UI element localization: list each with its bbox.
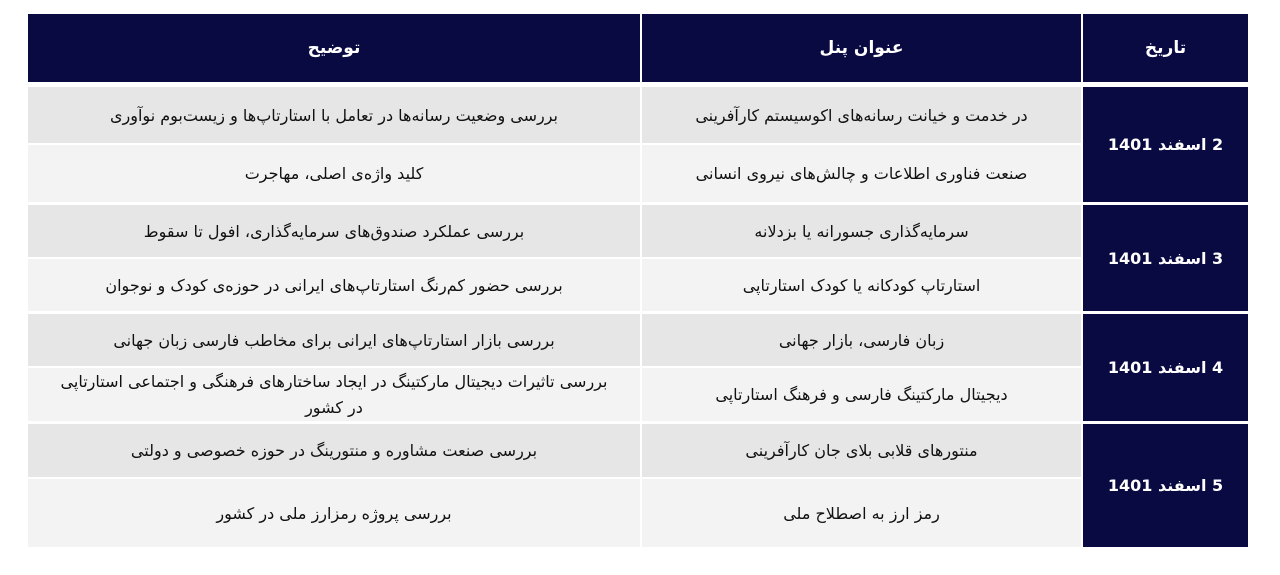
panel-title-cell: استارتاپ کودکانه یا کودک استارتاپی	[642, 259, 1081, 311]
panel-title-cell: رمز ارز به اصطلاح ملی	[642, 479, 1081, 547]
header-description: توضیح	[28, 14, 640, 82]
date-cell: 2 اسفند 1401	[1083, 87, 1248, 202]
panel-title-cell: دیجیتال مارکتینگ فارسی و فرهنگ استارتاپی	[642, 368, 1081, 421]
panel-title-cell: در خدمت و خیانت رسانه‌های اکوسیستم کارآفرینی	[642, 87, 1081, 143]
header-panel-title: عنوان پنل	[642, 14, 1081, 82]
description-cell: بررسی عملکرد صندوق‌های سرمایه‌گذاری، افول تا سقوط	[28, 205, 640, 257]
description-cell: کلید واژه‌ی اصلی، مهاجرت	[28, 145, 640, 202]
description-cell: بررسی بازار استارتاپ‌های ایرانی برای مخاطب فارسی زبان جهانی	[28, 314, 640, 366]
header-date: تاریخ	[1083, 14, 1248, 82]
description-cell: بررسی صنعت مشاوره و منتورینگ در حوزه خصوصی و دولتی	[28, 424, 640, 477]
panel-title-cell: زبان فارسی، بازار جهانی	[642, 314, 1081, 366]
date-cell: 5 اسفند 1401	[1083, 424, 1248, 547]
panel-title-cell: سرمایه‌گذاری جسورانه یا بزدلانه	[642, 205, 1081, 257]
date-cell: 3 اسفند 1401	[1083, 205, 1248, 311]
date-cell: 4 اسفند 1401	[1083, 314, 1248, 421]
description-cell: بررسی وضعیت رسانه‌ها در تعامل با استارتاپ‌ها و زیست‌بوم نوآوری	[28, 87, 640, 143]
panel-title-cell: منتورهای قلابی بلای جان کارآفرینی	[642, 424, 1081, 477]
description-cell: بررسی حضور کم‌رنگ استارتاپ‌های ایرانی در حوزه‌ی کودک و نوجوان	[28, 259, 640, 311]
description-cell: بررسی تاثیرات دیجیتال مارکتینگ در ایجاد ساختارهای فرهنگی و اجتماعی استارتاپی در کشور	[28, 368, 640, 421]
description-cell: بررسی پروژه رمزارز ملی در کشور	[28, 479, 640, 547]
panel-title-cell: صنعت فناوری اطلاعات و چالش‌های نیروی انسانی	[642, 145, 1081, 202]
